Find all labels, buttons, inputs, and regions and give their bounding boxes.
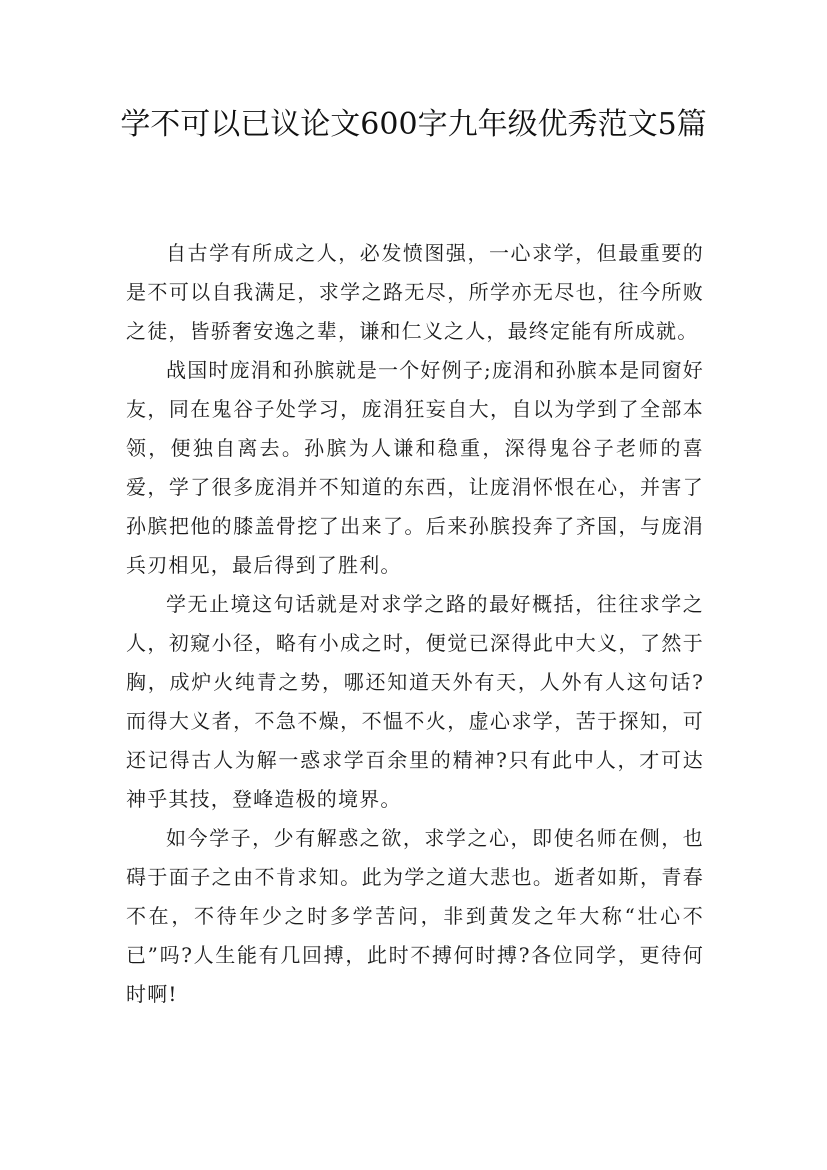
document-body [126, 234, 704, 1014]
paragraph-1: 自古学有所成之人，必发愤图强，一心求学，但最重要的是不可以自我满足，求学之路无尽，所学亦无尽也，往今所败之徒，皆骄奢安逸之辈，谦和仁义之人，最终定能有所成就。 [126, 241, 704, 343]
paragraph-4: 如今学子，少有解惑之欲，求学之心，即使名师在侧，也碍于面子之由不肯求知。此为学之道大悲也。逝者如斯，青春不在，不待年少之时多学苦问，非到黄发之年大称“壮心不已”吗?人生能有几回搏，此时不搏何时搏?各位同学，更待何时啊! [126, 826, 704, 1006]
document-title: 学不可以已议论文600字九年级优秀范文5篇 [120, 107, 707, 142]
paragraph-3: 学无止境这句话就是对求学之路的最好概括，往往求学之人，初窥小径，略有小成之时，便觉已深得此中大义，了然于胸，成炉火纯青之势，哪还知道天外有天，人外有人这句话?而得大义者，不急不燥，不愠不火，虚心求学，苦于探知，可还记得古人为解一惑求学百余里的精神?只有此中人，才可达神乎其技，登峰造极的境界。 [126, 592, 704, 811]
paragraph-2: 战国时庞涓和孙膑就是一个好例子;庞涓和孙膑本是同窗好友，同在鬼谷子处学习，庞涓狂妄自大，自以为学到了全部本领，便独自离去。孙膑为人谦和稳重，深得鬼谷子老师的喜爱，学了很多庞涓并不知道的东西，让庞涓怀恨在心，并害了孙膑把他的膝盖骨挖了出来了。后来孙膑投奔了齐国，与庞涓兵刃相见，最后得到了胜利。 [126, 358, 704, 577]
